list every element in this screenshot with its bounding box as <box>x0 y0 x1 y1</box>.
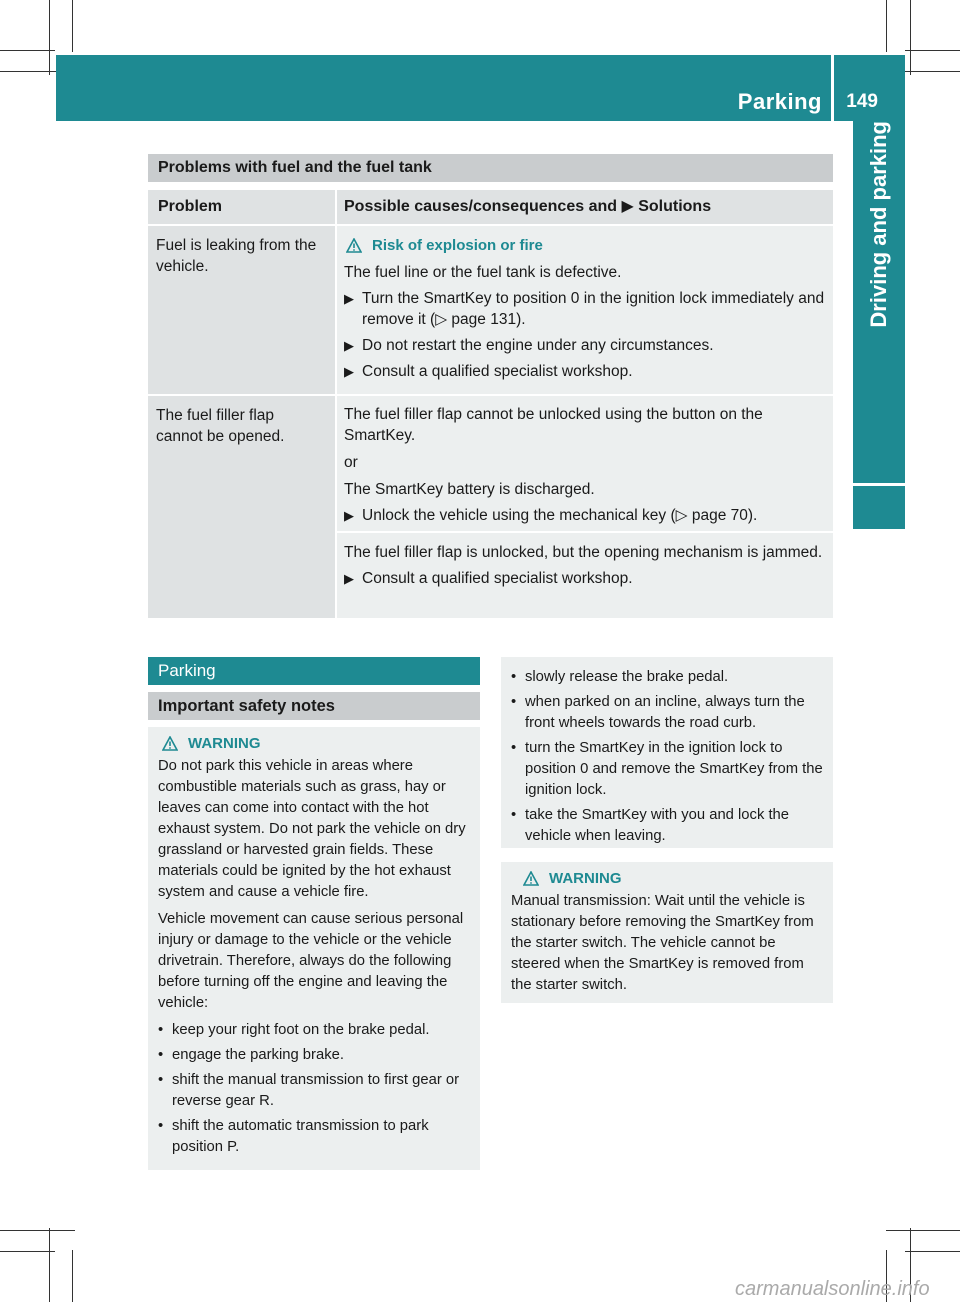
subsection-title: Important safety notes <box>148 692 480 720</box>
cause-text: The SmartKey battery is discharged. <box>344 481 595 498</box>
list-item <box>158 1045 474 1066</box>
warning-triangle-icon <box>162 736 178 751</box>
crop-mark <box>905 1251 960 1252</box>
crop-mark <box>49 0 50 75</box>
bullet-icon: • <box>158 1072 164 1088</box>
list-item-text: engage the parking brake. <box>172 1047 344 1063</box>
crop-mark <box>0 50 55 51</box>
step-text: Unlock the vehicle using the mechanical key (▷ page 70). <box>362 507 758 524</box>
list-item-text: keep your right foot on the brake pedal. <box>172 1022 430 1038</box>
column-header-solutions: Possible causes/consequences and ▶ Solutions <box>337 190 833 224</box>
list-item <box>511 738 827 801</box>
warning-text: Manual transmission: Wait until the vehicle is stationary before removing the SmartKey from the starter switch. The vehicle cannot be steered when the SmartKey is removed from the starter switch. <box>511 893 814 993</box>
column-header-problem: Problem <box>148 190 335 224</box>
warning-heading <box>344 235 829 256</box>
header-divider <box>831 55 834 121</box>
list-item-text: shift the automatic transmission to park position P. <box>172 1118 429 1155</box>
list-item-text: turn the SmartKey in the ignition lock to position 0 and remove the SmartKey from the ignition lock. <box>525 740 823 798</box>
bullet-icon: • <box>511 807 517 823</box>
or-text: or <box>344 454 358 471</box>
bullet-icon: • <box>511 669 517 685</box>
bullet-icon: • <box>158 1047 164 1063</box>
cause-text: The fuel line or the fuel tank is defective. <box>344 264 622 281</box>
page-number: 149 <box>846 91 878 112</box>
problem-text: Fuel is leaking from the vehicle. <box>156 237 317 275</box>
arrow-icon: ▶ <box>344 291 354 306</box>
step <box>344 505 827 526</box>
warning-label: WARNING <box>549 870 622 887</box>
warning-text: Vehicle movement can cause serious personal injury or damage to the vehicle or the vehicle drivetrain. Therefore, always do the following before turning off the engine and leaving the vehicle: <box>158 911 464 1011</box>
step-text: Turn the SmartKey to position 0 in the ignition lock immediately and remove it (▷ page 131). <box>362 290 825 328</box>
warning-box <box>501 862 833 1003</box>
list-item <box>158 1020 474 1041</box>
step-text: Consult a qualified specialist workshop. <box>362 570 633 587</box>
warning-triangle-icon <box>523 871 539 886</box>
watermark: carmanualsonline.info <box>735 1278 930 1300</box>
list-item-text: take the SmartKey with you and lock the vehicle when leaving. <box>525 807 790 844</box>
warning-triangle-icon <box>346 238 362 253</box>
warning-label: Risk of explosion or fire <box>372 237 543 254</box>
list-item <box>511 692 827 734</box>
page-header-title: Parking <box>737 89 822 114</box>
bullet-icon: • <box>158 1022 164 1038</box>
list-item <box>158 1070 474 1112</box>
chapter-marker <box>853 486 905 529</box>
crop-mark <box>49 1228 50 1302</box>
step-text: Do not restart the engine under any circumstances. <box>362 337 714 354</box>
step <box>344 335 829 356</box>
table-cell-solution <box>337 533 833 618</box>
warning-box <box>148 727 480 1170</box>
crop-mark <box>0 1251 55 1252</box>
crop-mark <box>910 0 911 75</box>
warning-text: Do not park this vehicle in areas where combustible materials such as grass, hay or leaves can come into contact with the hot exhaust system. Do not park the vehicle on dry grassland or harvested grain fields. These materials could be ignited by the hot exhaust system and cause a vehicle fire. <box>158 758 466 900</box>
arrow-icon: ▶ <box>344 364 354 379</box>
arrow-icon: ▶ <box>344 508 354 523</box>
step <box>344 288 829 330</box>
table-cell-solution <box>337 226 833 394</box>
cause-text: The fuel filler flap cannot be unlocked using the button on the SmartKey. <box>344 406 763 444</box>
step <box>344 361 829 382</box>
list-item-text: slowly release the brake pedal. <box>525 669 729 685</box>
arrow-icon: ▶ <box>344 338 354 353</box>
bullet-icon: • <box>511 740 517 756</box>
table-cell-solution <box>337 396 833 531</box>
crop-mark <box>886 0 887 52</box>
list-item-text: shift the manual transmission to first gear or reverse gear R. <box>172 1072 460 1109</box>
crop-mark <box>905 50 960 51</box>
list-item-text: when parked on an incline, always turn the front wheels towards the road curb. <box>525 694 805 731</box>
list-item <box>511 805 827 847</box>
chapter-tab <box>853 121 905 483</box>
cause-text: The fuel filler flap is unlocked, but the opening mechanism is jammed. <box>344 544 823 561</box>
table-title: Problems with fuel and the fuel tank <box>148 154 833 182</box>
crop-mark <box>72 0 73 52</box>
chapter-tab-label: Driving and parking <box>866 121 891 328</box>
warning-heading <box>511 868 827 889</box>
step-text: Consult a qualified specialist workshop. <box>362 363 633 380</box>
crop-mark <box>886 1230 960 1231</box>
crop-mark <box>72 1250 73 1302</box>
step <box>344 568 827 589</box>
warning-box-continued <box>501 657 833 848</box>
page-header <box>56 55 905 121</box>
arrow-icon: ▶ <box>344 571 354 586</box>
section-title: Parking <box>148 657 480 685</box>
crop-mark <box>0 1230 75 1231</box>
list-item <box>158 1116 474 1158</box>
table-cell-problem <box>148 396 335 618</box>
bullet-icon: • <box>158 1118 164 1134</box>
problem-text: The fuel filler flap cannot be opened. <box>156 407 285 445</box>
warning-label: WARNING <box>188 735 261 752</box>
list-item <box>511 667 827 688</box>
table-cell-problem <box>148 226 335 394</box>
warning-heading <box>158 733 474 754</box>
bullet-icon: • <box>511 694 517 710</box>
